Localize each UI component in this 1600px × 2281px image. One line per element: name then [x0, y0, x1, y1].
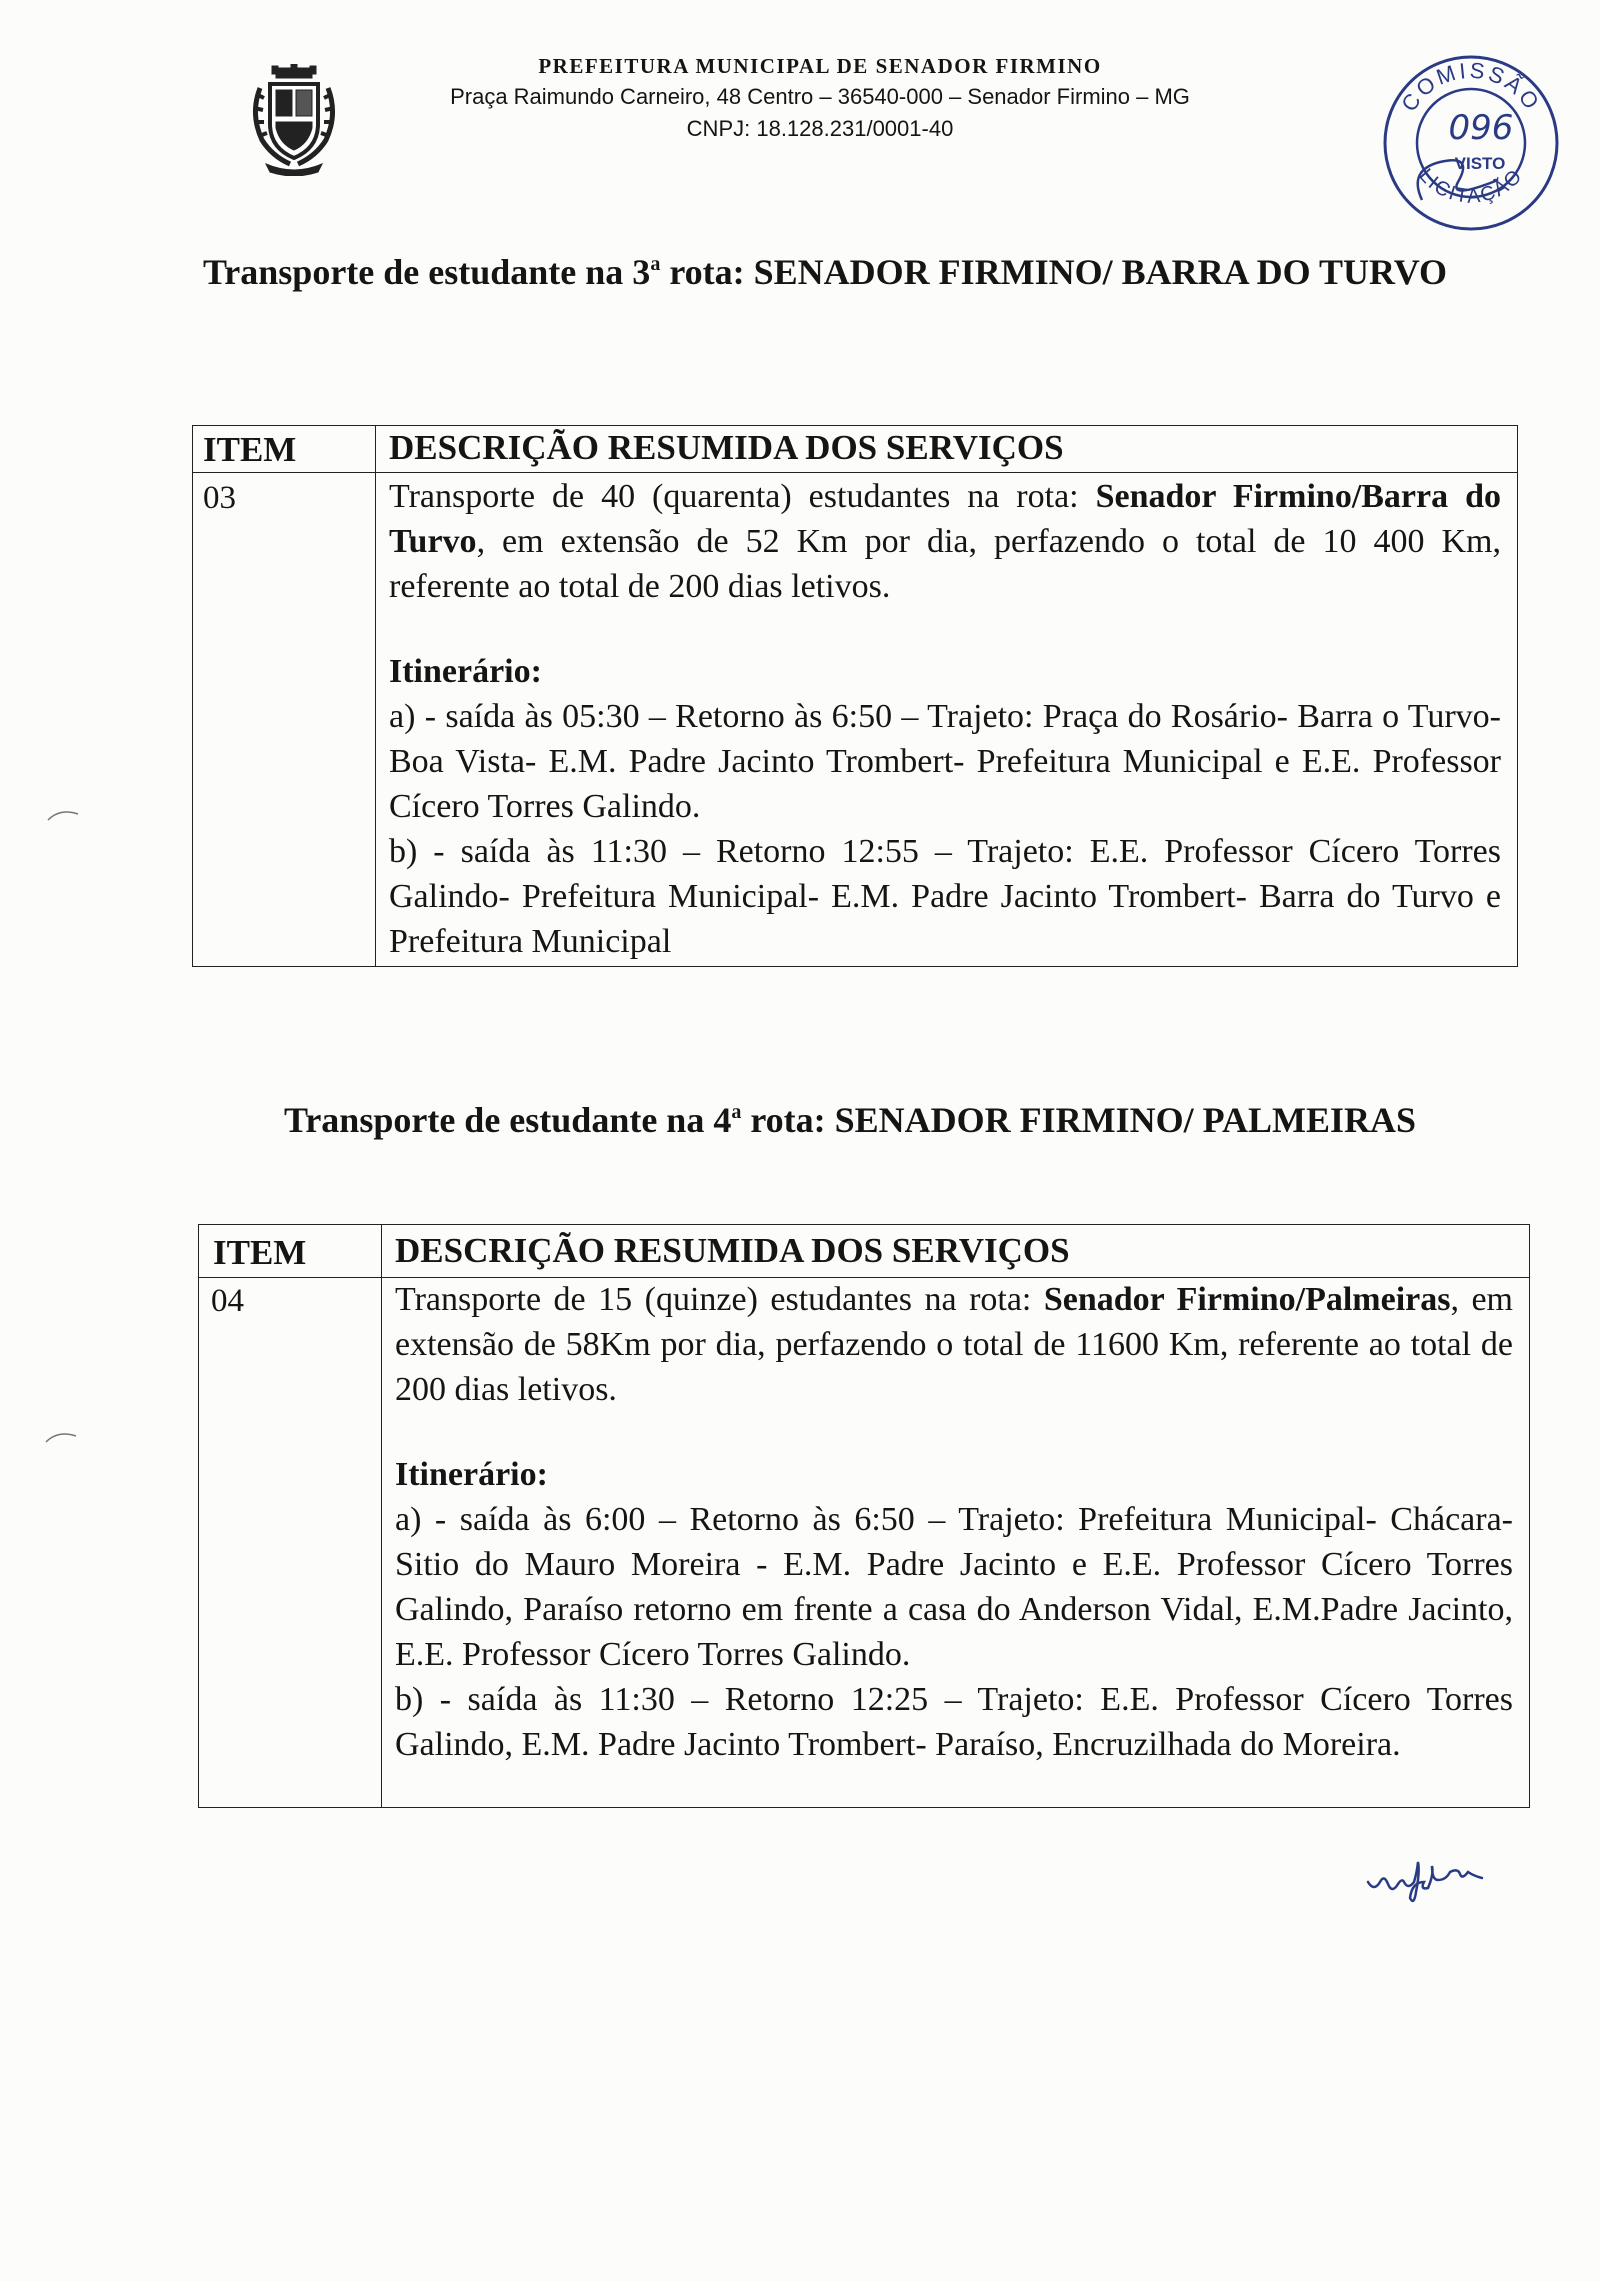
itinerary-b: b) - saída às 11:30 – Retorno 12:55 – Trajeto: E.E. Professor Cícero Torres Galindo- Prefeitura Municipal- E.M. Padre Jacinto Trombert- Barra do Turvo e Prefeitura Municipal: [389, 833, 1501, 960]
itinerary-label: Itinerário:: [395, 1456, 548, 1493]
coat-of-arms-icon: [246, 64, 342, 176]
item-number: 03: [203, 480, 236, 516]
seal-bottom-text: LICITAÇÃO: [1414, 164, 1528, 208]
service-table-item-03: [192, 425, 1518, 967]
letterhead-address: Praça Raimundo Carneiro, 48 Centro – 36540-000 – Senador Firmino – MG: [450, 84, 1190, 109]
item-number: 04: [211, 1283, 244, 1319]
itinerary-label: Itinerário:: [389, 653, 542, 690]
section-4-title-suffix: rota: SENADOR FIRMINO/ PALMEIRAS: [741, 1100, 1417, 1140]
column-header-item: ITEM: [213, 1233, 307, 1272]
seal-top-text: COMISSÃO: [1396, 57, 1546, 116]
itinerary-a: a) - saída às 05:30 – Retorno às 6:50 – Trajeto: Praça do Rosário- Barra o Turvo- Boa Vista- E.M. Padre Jacinto Trombert- Prefeitura Municipal e E.E. Professor Cícero Torres Galindo.: [389, 698, 1501, 825]
section-4-title: [200, 1098, 1500, 1142]
column-header-description: DESCRIÇÃO RESUMIDA DOS SERVIÇOS: [395, 1231, 1070, 1270]
seal-mark: VISTO: [1454, 154, 1506, 173]
section-3-title-prefix: Transporte de estudante na 3: [202, 252, 651, 292]
letterhead-title: PREFEITURA MUNICIPAL DE SENADOR FIRMINO: [538, 54, 1102, 78]
item-description: [395, 1277, 1513, 1767]
itinerary-a: a) - saída às 6:00 – Retorno às 6:50 – Trajeto: Prefeitura Municipal- Chácara- Sitio do Mauro Moreira - E.M. Padre Jacinto e E.E. Professor Cícero Torres Galindo, Paraíso retorno em frente a casa do Anderson Vidal, E.M.Padre Jacinto, E.E. Professor Cícero Torres Galindo.: [395, 1501, 1513, 1673]
route-name: Senador Firmino/Barra do Turvo: [389, 478, 1501, 560]
item-description: [389, 474, 1501, 964]
margin-mark-icon: [44, 1430, 78, 1444]
description-details: , em extensão de 58Km por dia, perfazendo o total de 11600 Km, referente ao total de 200 dias letivos.: [395, 1281, 1513, 1408]
column-header-item: ITEM: [203, 430, 297, 469]
service-table-item-04: [198, 1224, 1530, 1808]
section-3-title-suffix: rota: SENADOR FIRMINO/ BARRA DO TURVO: [660, 252, 1448, 292]
letterhead-cnpj: CNPJ: 18.128.231/0001-40: [686, 116, 954, 141]
section-4-title-prefix: Transporte de estudante na 4: [283, 1100, 732, 1140]
signature-initials-icon: [1362, 1852, 1522, 1912]
seal-number: 096: [1448, 108, 1514, 148]
description-details: , em extensão de 52 Km por dia, perfazendo o total de 10 400 Km, referente ao total de 200 dias letivos.: [389, 523, 1501, 605]
description-intro: Transporte de 15 (quinze) estudantes na rota:: [395, 1281, 1044, 1318]
description-intro: Transporte de 40 (quarenta) estudantes na rota:: [389, 478, 1096, 515]
column-header-description: DESCRIÇÃO RESUMIDA DOS SERVIÇOS: [389, 428, 1064, 467]
margin-mark-icon: [46, 808, 80, 822]
section-4-title-sup: a: [731, 1101, 742, 1123]
section-3-title: [200, 250, 1450, 294]
itinerary-b: b) - saída às 11:30 – Retorno 12:25 – Trajeto: E.E. Professor Cícero Torres Galindo, E.M. Padre Jacinto Trombert- Paraíso, Encruzilhada do Moreira.: [395, 1681, 1513, 1763]
section-3-title-sup: a: [650, 253, 661, 275]
route-name: Senador Firmino/Palmeiras: [1043, 1281, 1451, 1318]
